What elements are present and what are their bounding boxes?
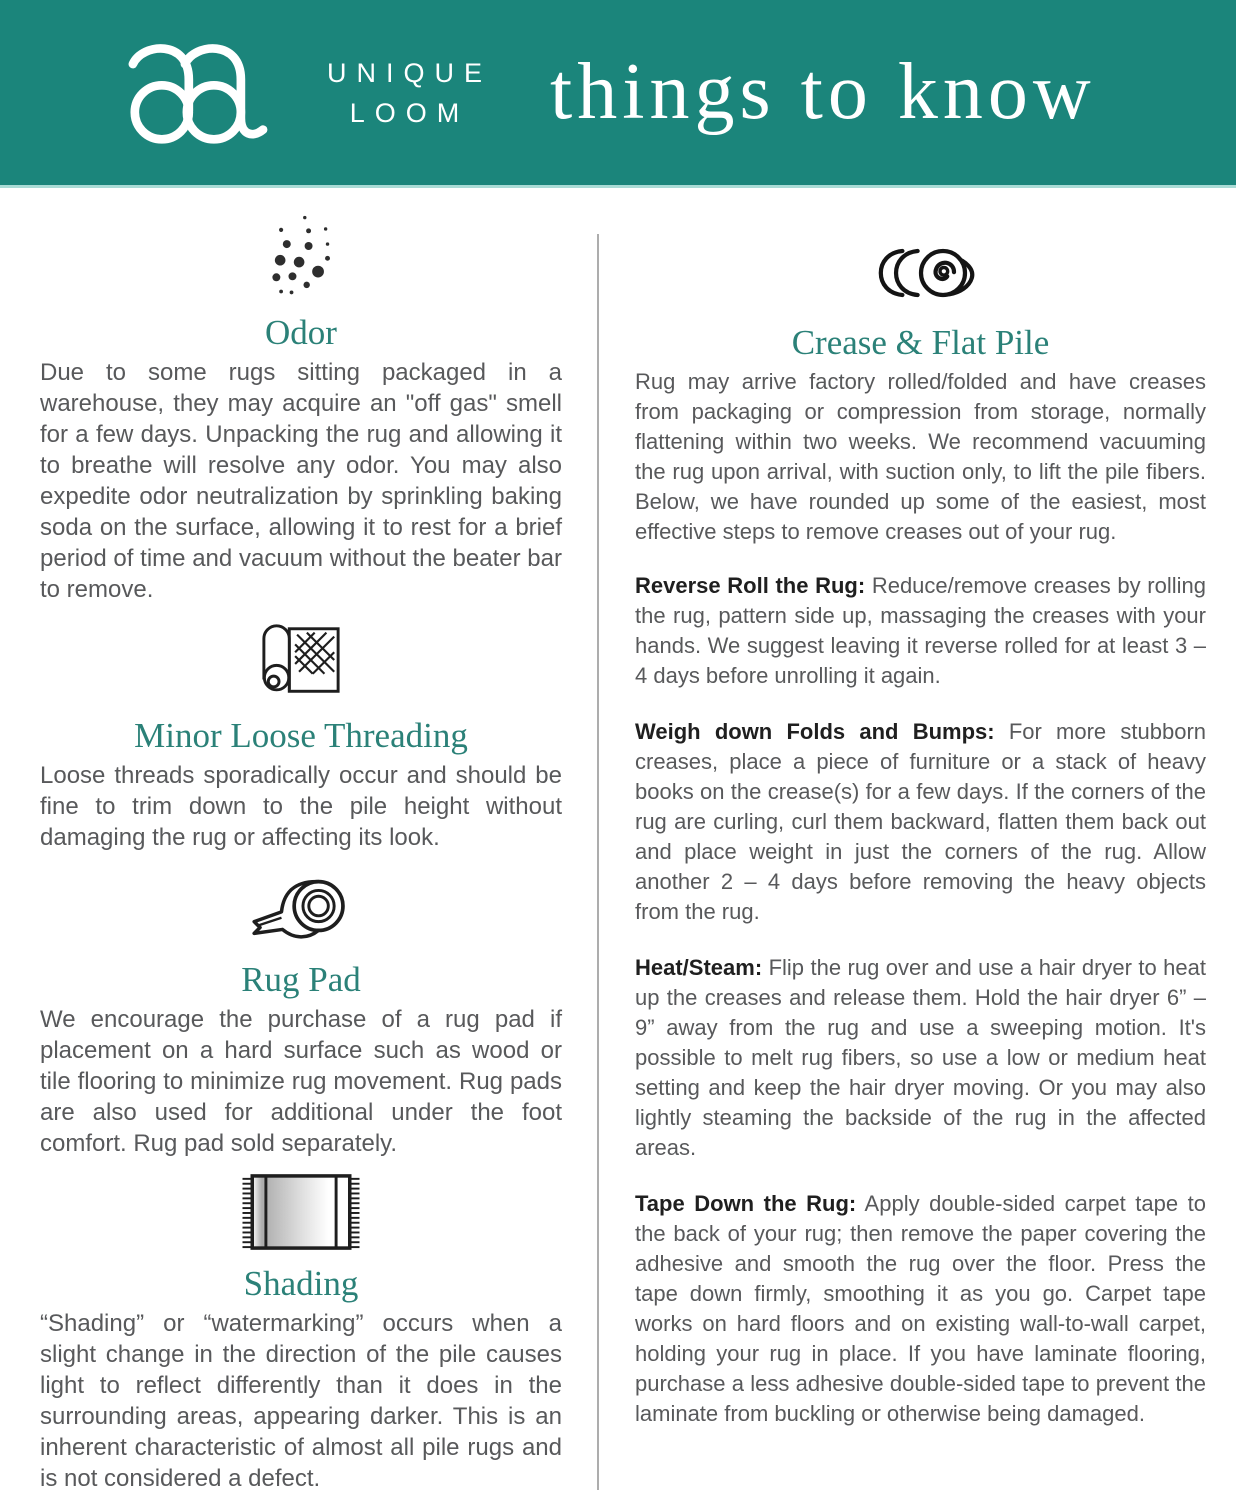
step-reverse-roll [635, 571, 1206, 691]
step-label-weigh-down: Weigh down Folds and Bumps: [635, 719, 995, 744]
section-body-threading: Loose threads sporadically occur and should be fine to trim down to the pile height without damaging the rug or affecting its look. [40, 762, 562, 851]
section-body-odor: Due to some rugs sitting packaged in a warehouse, they may acquire an "off gas" smell for a few days. Unpacking the rug and allowing it to breathe will resolve any odor. You may also expedite odor neutralization by sprinkling baking soda on the surface, allowing it to rest for a brief period of time and vacuum without the beater bar to remove. [40, 359, 562, 603]
section-title-shading: Shading [243, 1264, 359, 1303]
column-divider [597, 234, 599, 1490]
right-column [635, 210, 1206, 1500]
section-body-shading: “Shading” or “watermarking” occurs when a slight change in the direction of the pile causes light to reflect differently than it does in the surrounding areas, appearing darker. This is an inherent characteristic of almost all pile rugs and is not considered a defect. [40, 1310, 562, 1492]
unique-loom-glasses-logo-icon [108, 39, 313, 147]
step-text-tape-down: Apply double-sided carpet tape to the back of your rug; then remove the paper covering the adhesive and smooth the rug over the floor. Press the tape down firmly, smoothing it as you go. Carpet tape works on hard floors and on existing wall-to-wall carpet, holding your rug in place. If you have laminate flooring, purchase a less adhesive double-sided tape to prevent the laminate from buckling or otherwise being damaged. [635, 1191, 1206, 1426]
section-odor [40, 210, 562, 605]
brand-line-1: UNIQUE [327, 57, 493, 88]
section-body-crease: Rug may arrive factory rolled/folded and have creases from packaging or compression from storage, normally flattening within two weeks. We recommend vacuuming the rug upon arrival, with suction only, to lift the pile fibers. Below, we have rounded up some of the easiest, most effective steps to remove creases out of your rug. [635, 369, 1206, 544]
section-minor-loose-threading [40, 619, 562, 853]
step-weigh-down [635, 717, 1206, 927]
section-title-threading: Minor Loose Threading [134, 716, 468, 755]
section-body-rug-pad: We encourage the purchase of a rug pad if placement on a hard surface such as wood or tile flooring to minimize rug movement. Rug pads are also used for additional under the foot comfort. Rug pad sold separately. [40, 1006, 562, 1157]
crease-removal-steps [635, 571, 1206, 1429]
step-heat-steam [635, 953, 1206, 1163]
step-text-weigh-down: For more stubborn creases, place a piece of furniture or a stack of heavy books on the crease(s) for a few days. If the corners of the rug are curling, curl them backward, flatten them back out and place weight in just the corners of the rug. Allow another 2 – 4 days before removing the heavy objects from the rug. [635, 719, 1207, 924]
header-band [0, 0, 1236, 188]
brand-line-2: LOOM [349, 97, 470, 128]
step-text-reverse-roll: Reduce/remove creases by rolling the rug, pattern side up, massaging the creases with your hands. We suggest leaving it reverse rolled for at least 3 – 4 days before unrolling it again. [635, 573, 1206, 688]
content-columns [0, 188, 1236, 1500]
tape-roll-icon [247, 867, 355, 947]
step-tape-down [635, 1189, 1206, 1429]
brand-wordmark [327, 53, 492, 133]
step-label-reverse-roll: Reverse Roll the Rug: [635, 573, 866, 598]
rolled-rug-spiral-icon [864, 240, 978, 306]
brand-logo-group [108, 39, 492, 147]
section-title-crease: Crease & Flat Pile [791, 323, 1050, 362]
rolled-rug-crosshatch-icon [258, 619, 344, 703]
fringed-rug-icon [240, 1173, 362, 1251]
odor-dots-icon [267, 210, 335, 300]
step-label-heat-steam: Heat/Steam: [635, 955, 763, 980]
section-crease-flat-pile [635, 240, 1206, 547]
step-label-tape-down: Tape Down the Rug: [635, 1191, 857, 1216]
step-text-heat-steam: Flip the rug over and use a hair dryer to heat up the creases and release them. Hold the hair dryer 6” – 9” away from the rug and use a sweeping motion. It's possible to melt rug fibers, so use a low or medium heat setting and keep the hair dryer moving. Or you may also lightly steaming the backside of the rug in the affected areas. [635, 955, 1206, 1160]
page-title: things to know [550, 48, 1096, 136]
section-title-rug-pad: Rug Pad [241, 960, 361, 999]
section-title-odor: Odor [265, 313, 337, 352]
left-column [40, 210, 562, 1500]
section-rug-pad [40, 867, 562, 1159]
section-shading [40, 1173, 562, 1494]
